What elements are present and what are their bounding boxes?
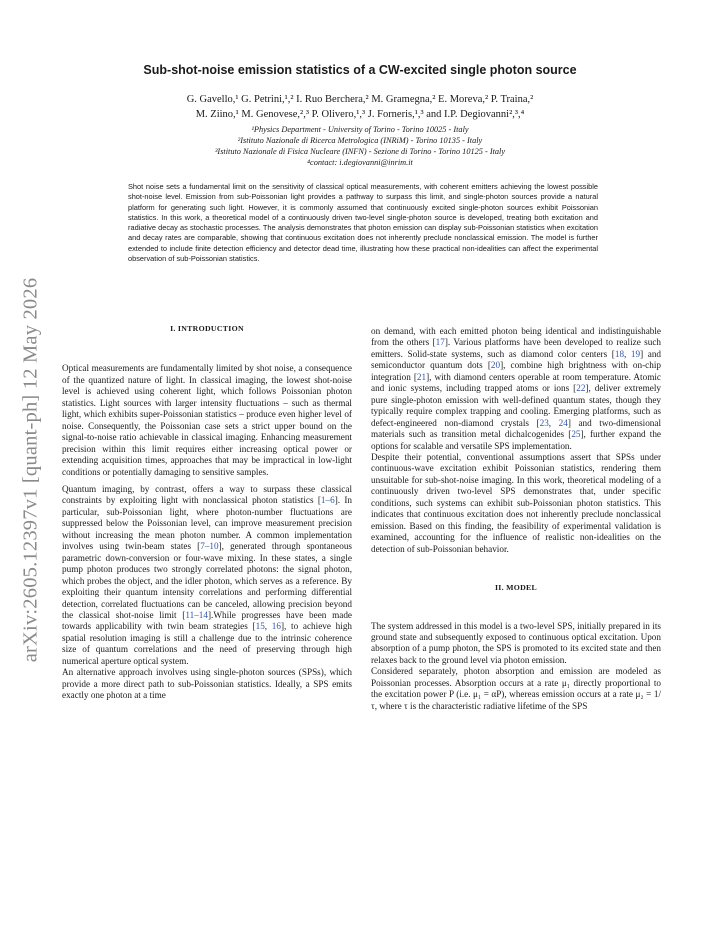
- citation-link[interactable]: 24: [558, 417, 568, 428]
- authors-line-1: G. Gavello,¹ G. Petrini,¹,² I. Ruo Berchera,² M. Gramegna,² E. Moreva,² P. Traina,²: [186, 94, 534, 105]
- arxiv-sidebar-id: [10, 240, 52, 700]
- citation-link[interactable]: 19: [630, 348, 641, 359]
- paragraph: Optical measurements are fundamentally limited by shot noise, a consequence of the quantized nature of light. In classical imaging, the lowest shot-noise level is achieved using coherent light, which follows Poissonian photon statistics. Light sources with larger intensity fluctuations – such as thermal light, which exhibits super-Poissonian statistics – produce even higher level of noise. Consequently, the Poissonian case sets a strict upper bound on the signal-to-noise ratio achievable in classical imaging. Enhancing measurement precision within this limit requires either increasing optical power or extending acquisition times, approaches that may be impractical in low-light conditions or potentially damaging to sensitive samples.: [62, 363, 352, 477]
- citation-link[interactable]: 22: [576, 383, 586, 394]
- citation-link[interactable]: 20: [490, 360, 501, 371]
- abstract: Shot noise sets a fundamental limit on the sensitivity of classical optical measurements, with coherent emitters achieving the lowest possible shot-noise level. Emission from sub-Poissonian light provides a pathway to surpass this limit, and single-photon sources provide a natural platform for generating such light. However, it is commonly assumed that continuously excited single-photon sources exhibit Poissonian statistics. In this work, a theoretical model of a continuously driven two-level single-photon source is developed, treating both excitation and radiative decay as stochastic processes. The analysis demonstrates that photon emission can display sub-Poissonian statistics when excitation and decay rates are comparable, showing that continuous excitation does not inherently preclude nonclassical emission. The model is further extended to include finite detection efficiency and detector dead time, illustrating how these practical non-idealities can affect the experimental observation of sub-Poissonian statistics.: [128, 182, 598, 264]
- citation-link[interactable]: 23: [539, 417, 549, 428]
- citation-link[interactable]: 7–10: [200, 541, 219, 552]
- affiliation-3: ³Istituto Nazionale di Fisica Nucleare (INFN) - Sezione di Torino - Torino 10125 - Italy: [214, 147, 506, 156]
- affiliation-contact: ⁴contact: i.degiovanni@inrim.it: [307, 158, 413, 167]
- paragraph: Quantum imaging, by contrast, offers a way to surpass these classical constraints by exploiting light with nonclassical photon statistics [1–6]. In particular, sub-Poissonian light, where photon-number fluctuations are suppressed below the Poissonian level, can improve measurement precision without increasing the mean photon number. A common implementation involves using twin-beam states [7–10], generated through spontaneous parametric down-conversion or four-wave mixing. In these states, a single pump photon produces two strongly correlated photons: the signal photon, which probes the object, and the idler photon, which serves as a reference. By exploiting their quantum intensity correlations and performing differential detection, correlated fluctuations can be canceled, allowing precision beyond the classical shot-noise limit [11–14].While progresses have been made towards applicability with twin beam strategies [15, 16], to achieve high spatial resolution imaging is still a challenge due to the intrinsic coherence size of quantum correlations and the need of preserving through high numerical aperture optical system.: [62, 483, 353, 666]
- citation-link[interactable]: 18: [614, 348, 625, 359]
- affiliations: [80, 124, 640, 168]
- citation-link[interactable]: 25: [571, 429, 581, 440]
- paragraph: An alternative approach involves using single-photon sources (SPSs), which provide a more direct path to sub-Poissonian statistics. Ideally, a SPS emits exactly one photon at a time: [62, 667, 352, 701]
- paragraph: The system addressed in this model is a two-level SPS, initially prepared in its ground state and subsequently exposed to continuous optical excitation. Upon absorption of a pump photon, the SPS is promoted to its excited state and then relaxes back to the ground level via photon emission.: [371, 620, 661, 665]
- citation-link[interactable]: 16: [271, 621, 281, 632]
- citation-link[interactable]: 17: [435, 337, 445, 348]
- arxiv-id-text: arXiv:2605.12397v1 [quant-ph] 12 May 2026: [19, 277, 42, 663]
- citation-link[interactable]: 1–6: [320, 495, 335, 506]
- affiliation-2: ²Istituto Nazionale di Ricerca Metrologica (INRiM) - Torino 10135 - Italy: [237, 136, 483, 145]
- citation-link[interactable]: 21: [416, 371, 427, 382]
- paragraph: Despite their potential, conventional assumptions assert that SPSs under continuous-wave excitation exhibit Poissonian statistics, rendering them unsuitable for sub-shot-noise imaging. In this work, theoretical modeling of a continuously driven two-level SPS demonstrates that, under specific conditions, such systems can exhibit sub-Poissonian photon statistics. This indicates that continuous excitation does not inherently preclude nonclassical emission. Based on this finding, the feasibility of experimental validation is examined, accounting for the influence of realistic non-idealities on the detection of sub-Poissonian behavior.: [371, 451, 661, 554]
- paper-title: Sub-shot-noise emission statistics of a CW-excited single photon source: [143, 63, 577, 77]
- citation-link[interactable]: 11–14: [185, 609, 208, 620]
- paragraph: Considered separately, photon absorption and emission are modeled as Poissonian processes. Absorption occurs at a rate μ₁ directly proportional to the excitation power P (i.e. μ₁ = αP), whereas emission occurs at a rate μ₂ = 1/τ, where τ is the characteristic radiative lifetime of the SPS: [371, 666, 661, 711]
- right-column: [371, 326, 661, 712]
- citation-link[interactable]: 15: [255, 621, 265, 632]
- author-list: [80, 92, 640, 122]
- paragraph: on demand, with each emitted photon being identical and indistinguishable from the others [17]. Various platforms have been developed to realize such emitters. Solid-state systems, such as diamond color centers [18, 19] and semiconductor quantum dots [20], combine high brightness with on-chip integration [21], with diamond centers operable at room temperature. Atomic and ionic systems, including trapped atoms or ions [22], deliver extremely pure single-photon emission with well-defined quantum states, though they typically require complex trapping and cooling. Emerging platforms, such as defect-engineered non-diamond crystals [23, 24] and two-dimensional materials such as transition metal dichalcogenides [25], further expand the options for scalable and versatile SPS implementation.: [371, 326, 662, 451]
- affiliation-1: ¹Physics Department - University of Torino - Torino 10025 - Italy: [251, 125, 469, 134]
- section-heading-introduction: I. INTRODUCTION: [170, 324, 244, 333]
- section-heading-model: II. MODEL: [494, 583, 538, 593]
- authors-line-2: M. Ziino,¹ M. Genovese,²,³ P. Olivero,¹,³ J. Forneris,¹,³ and I.P. Degiovanni²,³,⁴: [195, 109, 525, 120]
- left-column: [62, 323, 352, 702]
